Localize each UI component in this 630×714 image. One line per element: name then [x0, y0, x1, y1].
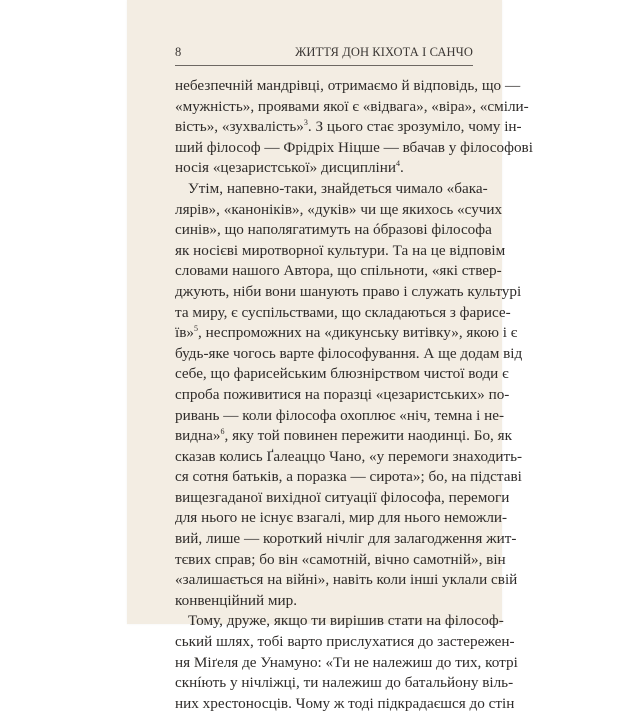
- text-line-content: носія «цезаристської» дисципліни: [175, 159, 397, 177]
- text-line-continuation: . З цього стає зрозуміло, чому ін-: [307, 118, 522, 136]
- text-line-content: них хрестоносців. Чому ж тоді підкрадаєшся до стін: [175, 694, 515, 712]
- text-line-content: Тому, друже, якщо ти вирішив стати на філософ-: [188, 612, 504, 630]
- page-header: [175, 45, 473, 63]
- text-line: [175, 282, 522, 303]
- text-line-content: ня Міґеля де Унамуно: «Ти не належиш до тих, котрі: [175, 653, 518, 671]
- text-line-continuation: , яку той повинен пережити наодинці. Бо, як: [224, 427, 513, 445]
- text-line: [175, 138, 533, 159]
- footnote-marker: 3: [303, 118, 308, 128]
- text-line: [175, 467, 522, 488]
- text-line-content: вищезгаданої вихідної ситуації філософа, перемоги: [175, 488, 510, 506]
- text-line-content: вість», «зухвалість»: [175, 118, 304, 136]
- text-line-content: себе, що фарисейським блюзнірством чистої води є: [175, 365, 509, 383]
- text-line-continuation: , неспроможних на «дикунську витівку», якою і є: [197, 324, 518, 342]
- text-line-content: їв»: [175, 324, 194, 342]
- text-line: [175, 76, 521, 97]
- text-line-content: ся сотня батьків, а поразка — сирота»; бо, на підставі: [175, 468, 522, 486]
- text-line-content: як носієві миротворної культури. Та на це відповім: [175, 241, 506, 259]
- text-line-continuation: .: [400, 159, 404, 177]
- text-line-content: «залишається на війні», навіть коли інші уклали свій: [175, 571, 518, 589]
- text-line-content: тєвих справ; бо він «самотній, вічно самотній», він: [175, 550, 506, 568]
- page-number: 8: [175, 45, 182, 59]
- text-line-content: ський шлях, тобі варто прислухатися до застережен-: [175, 633, 515, 651]
- text-line: [175, 323, 518, 344]
- body-text: [175, 76, 533, 714]
- running-title: ЖИТТЯ ДОН КІХОТА І САНЧО: [295, 45, 473, 59]
- text-line-content: спроба поживитися на поразці «цезаристських» по-: [175, 385, 510, 403]
- text-line: [175, 364, 509, 385]
- text-line: [175, 220, 492, 241]
- text-line: [175, 117, 522, 138]
- text-line-content: лярів», «каноніків», «дуків» чи ще якихось «сучих: [175, 200, 503, 218]
- footnote-marker: 5: [193, 324, 198, 334]
- footnote-marker: 6: [220, 427, 225, 437]
- text-line-content: вий, лише — короткий нічліг для залагодження жит-: [175, 530, 517, 548]
- text-line: [175, 673, 514, 694]
- header-rule: [175, 65, 473, 66]
- text-line: [175, 385, 510, 406]
- text-line: [175, 158, 473, 179]
- text-line: [175, 632, 515, 653]
- text-line-content: небезпечній мандрівці, отримаємо й відповідь, що —: [175, 77, 521, 94]
- text-line: [175, 694, 515, 714]
- text-line-content: для нього не існує взагалі, мир для нього неможли-: [175, 509, 508, 527]
- book-page: [127, 0, 533, 712]
- text-line-content: словами нашого Автора, що спільноти, «які ствер-: [175, 262, 502, 280]
- text-line-content: Утім, напевно-таки, знайдеться чимало «бака-: [188, 179, 488, 197]
- text-line: [175, 488, 510, 509]
- text-line-content: ривань — коли філософа охоплює «ніч, темна і не-: [175, 406, 505, 424]
- text-line: [175, 426, 513, 447]
- text-line: [175, 570, 518, 591]
- text-line: [175, 447, 523, 468]
- text-line: [175, 653, 518, 674]
- text-line: [175, 303, 511, 324]
- text-line-content: джують, ніби вони шанують право і служать культурі: [175, 282, 522, 300]
- text-line: [175, 591, 473, 612]
- text-line: [175, 508, 508, 529]
- text-line-content: конвенційний мир.: [175, 591, 298, 609]
- text-line-content: видна»: [175, 427, 221, 445]
- footnote-marker: 4: [396, 159, 401, 169]
- text-line-content: та миру, є суспільствами, що складаються з фарисе-: [175, 303, 511, 321]
- text-line-content: скнíють у нічліжці, ти належиш до батальйону віль-: [175, 674, 514, 692]
- text-line: [175, 241, 506, 262]
- text-line: [175, 179, 488, 200]
- text-line-content: синів», що наполягатимуть на óбразові філософа: [175, 221, 492, 239]
- text-line: [175, 406, 505, 427]
- text-line: [175, 611, 504, 632]
- text-line: [175, 550, 506, 571]
- text-line: [175, 200, 503, 221]
- text-line-content: сказав колись Ґалеаццо Чано, «у перемоги знаходить-: [175, 447, 523, 465]
- text-line-content: ший філософ — Фрідріх Ніцше — вбачав у філософові: [175, 138, 533, 156]
- text-line: [175, 344, 523, 365]
- text-line: [175, 97, 529, 118]
- text-line: [175, 529, 517, 550]
- text-line-content: будь-яке чогось варте філософування. А ще додам від: [175, 344, 523, 362]
- text-line: [175, 261, 502, 282]
- text-line-content: «мужність», проявами якої є «відвага», «віра», «сміли-: [175, 97, 529, 115]
